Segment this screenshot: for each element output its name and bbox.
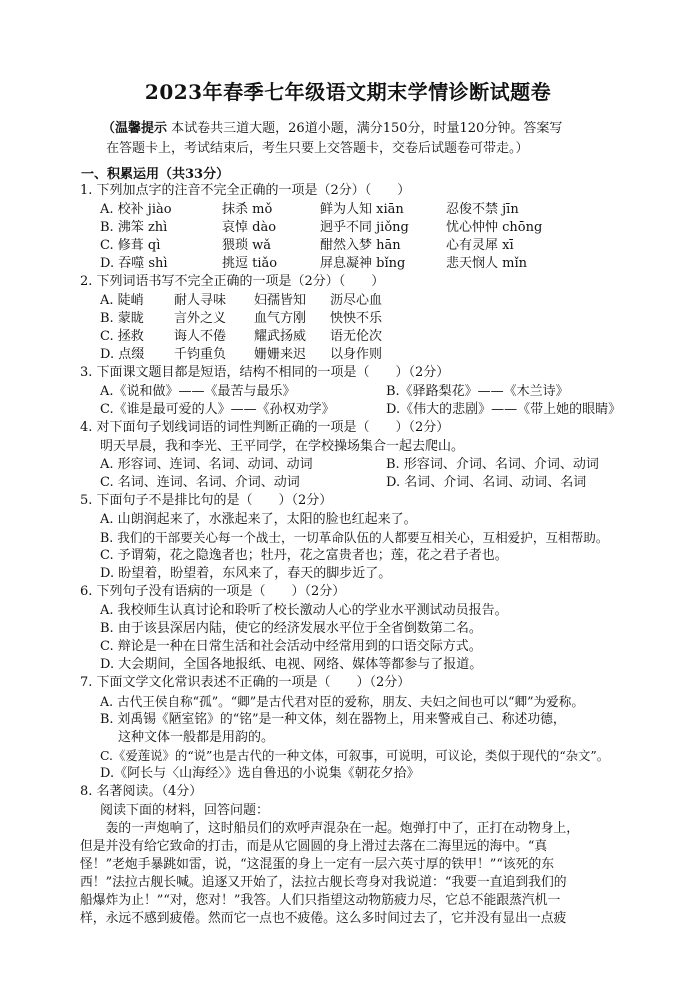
q1-cell: 心有灵犀 xī [446, 238, 514, 253]
q1-cell: 抹杀 mǒ [222, 202, 273, 217]
q4-cell: D. 名词、介词、名词、动词、名词 [386, 475, 587, 490]
q2-cell: B. 蒙眬 [100, 311, 144, 326]
q2-cell: 耀武扬威 [254, 329, 307, 344]
q4-cell: C. 名词、连词、名词、介词、动词 [100, 475, 300, 490]
q5-option: C. 予谓菊，花之隐逸者也；牡丹，花之富贵者也；莲，花之君子者也。 [100, 548, 508, 563]
q1-cell: C. 修葺 qì [100, 238, 161, 253]
q7-option-b-continued: 这种文体一般都是用韵的。 [118, 730, 275, 745]
q2-cell: 以身作则 [330, 347, 383, 362]
q3-cell: C.《谁是最可爱的人》——《孙权劝学》 [100, 402, 335, 417]
q7-option-a: A. 古代王侯自称“孤”。“卿”是古代君对臣的爱称，朋友、夫妇之间也可以“卿”为爱称。 [100, 694, 584, 709]
q1-cell: 哀悼 dào [222, 220, 277, 235]
q1-cell: A. 校补 jiào [100, 202, 172, 217]
q1-cell: 迥乎不同 jiǒng [320, 220, 409, 235]
q1-cell: 屏息凝神 bǐng [320, 256, 406, 271]
q2-cell: 沥尽心血 [330, 293, 383, 308]
q6-option: D. 大会期间，全国各地报纸、电视、网络、媒体等都参与了报道。 [100, 657, 483, 672]
q1-cell: 悲天悯人 mǐn [446, 256, 527, 271]
q2-cell: A. 陡峭 [100, 293, 144, 308]
passage-line: 西！”法拉古舰长喊。追逐又开始了，法拉古舰长弯身对我说道：“我要一直追到我们的 [80, 875, 567, 890]
passage-line: 轰的一声炮响了，这时船员们的欢呼声混杂在一起。炮弹打中了，正打在动物身上， [80, 821, 580, 836]
page-title: 2023年春季七年级语文期末学情诊断试题卷 [144, 80, 552, 104]
passage-line: 但是并没有给它致命的打击，而是从它圆圆的身上滑过去落在二海里远的海中。“真 [80, 839, 548, 854]
notice-text-1: 本试卷共三道大题，26道小题，满分150分，时量120分钟。答案写 [167, 121, 563, 136]
q2-cell: 诲人不倦 [174, 329, 227, 344]
q1-cell: 猥琐 wǎ [222, 238, 272, 253]
q2-cell: 妇孺皆知 [254, 293, 307, 308]
q5-option: D. 盼望着，盼望着，东风来了，春天的脚步近了。 [100, 566, 392, 581]
q1-cell: 鲜为人知 xiān [320, 202, 404, 217]
q6-option: B. 由于该县深居内陆，使它的经济发展水平位于全省倒数第二名。 [100, 621, 482, 636]
question-5-stem: 5. 下面句子不是排比句的是（ ）（2分） [80, 493, 333, 508]
notice [102, 119, 662, 159]
q2-cell: 语无伦次 [330, 329, 383, 344]
question-7-stem: 7. 下面文学文化常识表述不正确的一项是（ ）（2分） [80, 675, 411, 690]
q3-cell: D.《伟大的悲剧》——《带上她的眼睛》 [386, 402, 622, 417]
q1-cell: B. 沸笨 zhì [100, 220, 168, 235]
q1-cell: 忧心忡忡 chōng [446, 220, 543, 235]
notice-label: （温馨提示 [102, 121, 168, 136]
q2-cell: D. 点缀 [100, 347, 145, 362]
q5-option: A. 山朗润起来了，水涨起来了，太阳的脸也红起来了。 [100, 512, 417, 527]
q2-cell: 言外之义 [174, 311, 227, 326]
question-6-stem: 6. 下列句子没有语病的一项是（ ）（2分） [80, 584, 346, 599]
q6-option: A. 我校师生认真讨论和聆听了校长激动人心的学业水平测试动员报告。 [100, 603, 508, 618]
q2-cell: 千钧重负 [174, 347, 227, 362]
question-4-stem: 4. 对下面句子划线词语的词性判断正确的一项是（ ）（2分） [80, 420, 450, 435]
q4-cell: A. 形容词、连词、名词、动词、动词 [100, 457, 313, 472]
q1-cell: D. 吞噬 shì [100, 256, 168, 271]
q7-option-b: B. 刘禹锡《陋室铭》的“铭”是一种文体，刻在器物上，用来警戒自己、称述功德， [100, 712, 566, 727]
question-1-stem: 1. 下列加点字的注音不完全正确的一项是（2分）（ ） [80, 183, 411, 198]
section-heading: 一、积累运用（共33分） [81, 167, 230, 182]
notice-line-1 [102, 119, 662, 139]
q4-sentence: 明天早晨，我和李光、王平同学，在学校操场集合一起去爬山。 [100, 439, 465, 454]
q2-cell: 耐人寻味 [174, 293, 227, 308]
q6-option: C. 辩论是一种在日常生活和社会活动中经常用到的口语交际方式。 [100, 639, 482, 654]
q3-cell: B.《驿路梨花》——《木兰诗》 [386, 384, 569, 399]
passage-line: 怪！”老炮手暴跳如雷，说，“这混蛋的身上一定有一层六英寸厚的铁甲！”“该死的东 [80, 857, 555, 872]
question-8-stem: 8. 名著阅读。（4分） [80, 784, 203, 799]
passage-line: 样，永远不感到疲倦。然而它一点也不疲倦。这么多时间过去了，它并没有显出一点疲 [80, 911, 567, 926]
q2-cell: C. 拯救 [100, 329, 144, 344]
q4-cell: B. 形容词、介词、名词、介词、动词 [386, 457, 599, 472]
q1-cell: 忍俊不禁 jīn [446, 202, 519, 217]
notice-line-2: 在答题卡上，考试结束后，考生只要上交答题卡，交卷后试题卷可带走。） [106, 141, 529, 156]
q2-cell: 姗姗来迟 [254, 347, 307, 362]
q1-cell: 挑逗 tiǎo [222, 256, 278, 271]
q5-option: B. 我们的干部要关心每一个战士，一切革命队伍的人都要互相关心，互相爱护，互相帮助。 [100, 530, 609, 545]
q1-cell: 酣然入梦 hān [320, 238, 401, 253]
question-3-stem: 3. 下面课文题目都是短语，结构不相同的一项是（ ）（2分） [80, 365, 450, 380]
passage-line: 船爆炸为止！”“对，您对！”我答。人们只指望这动物筋疲力尽，它总不能跟蒸汽机一 [80, 893, 561, 908]
q7-option-d: D.《阿长与〈山海经〉》选自鲁迅的小说集《朝花夕拾》 [100, 766, 420, 781]
q2-cell: 怏怏不乐 [330, 311, 383, 326]
q3-cell: A.《说和做》——《最苦与最乐》 [100, 384, 296, 399]
q7-option-c: C.《爱莲说》的“说”也是古代的一种文体，可叙事，可说明，可议论，类似于现代的“杂文”。 [100, 748, 610, 763]
q2-cell: 血气方刚 [254, 311, 307, 326]
question-2-stem: 2. 下列词语书写不完全正确的一项是（2分）（ ） [80, 274, 385, 289]
q8-instruction: 阅读下面的材料，回答问题： [100, 803, 270, 818]
